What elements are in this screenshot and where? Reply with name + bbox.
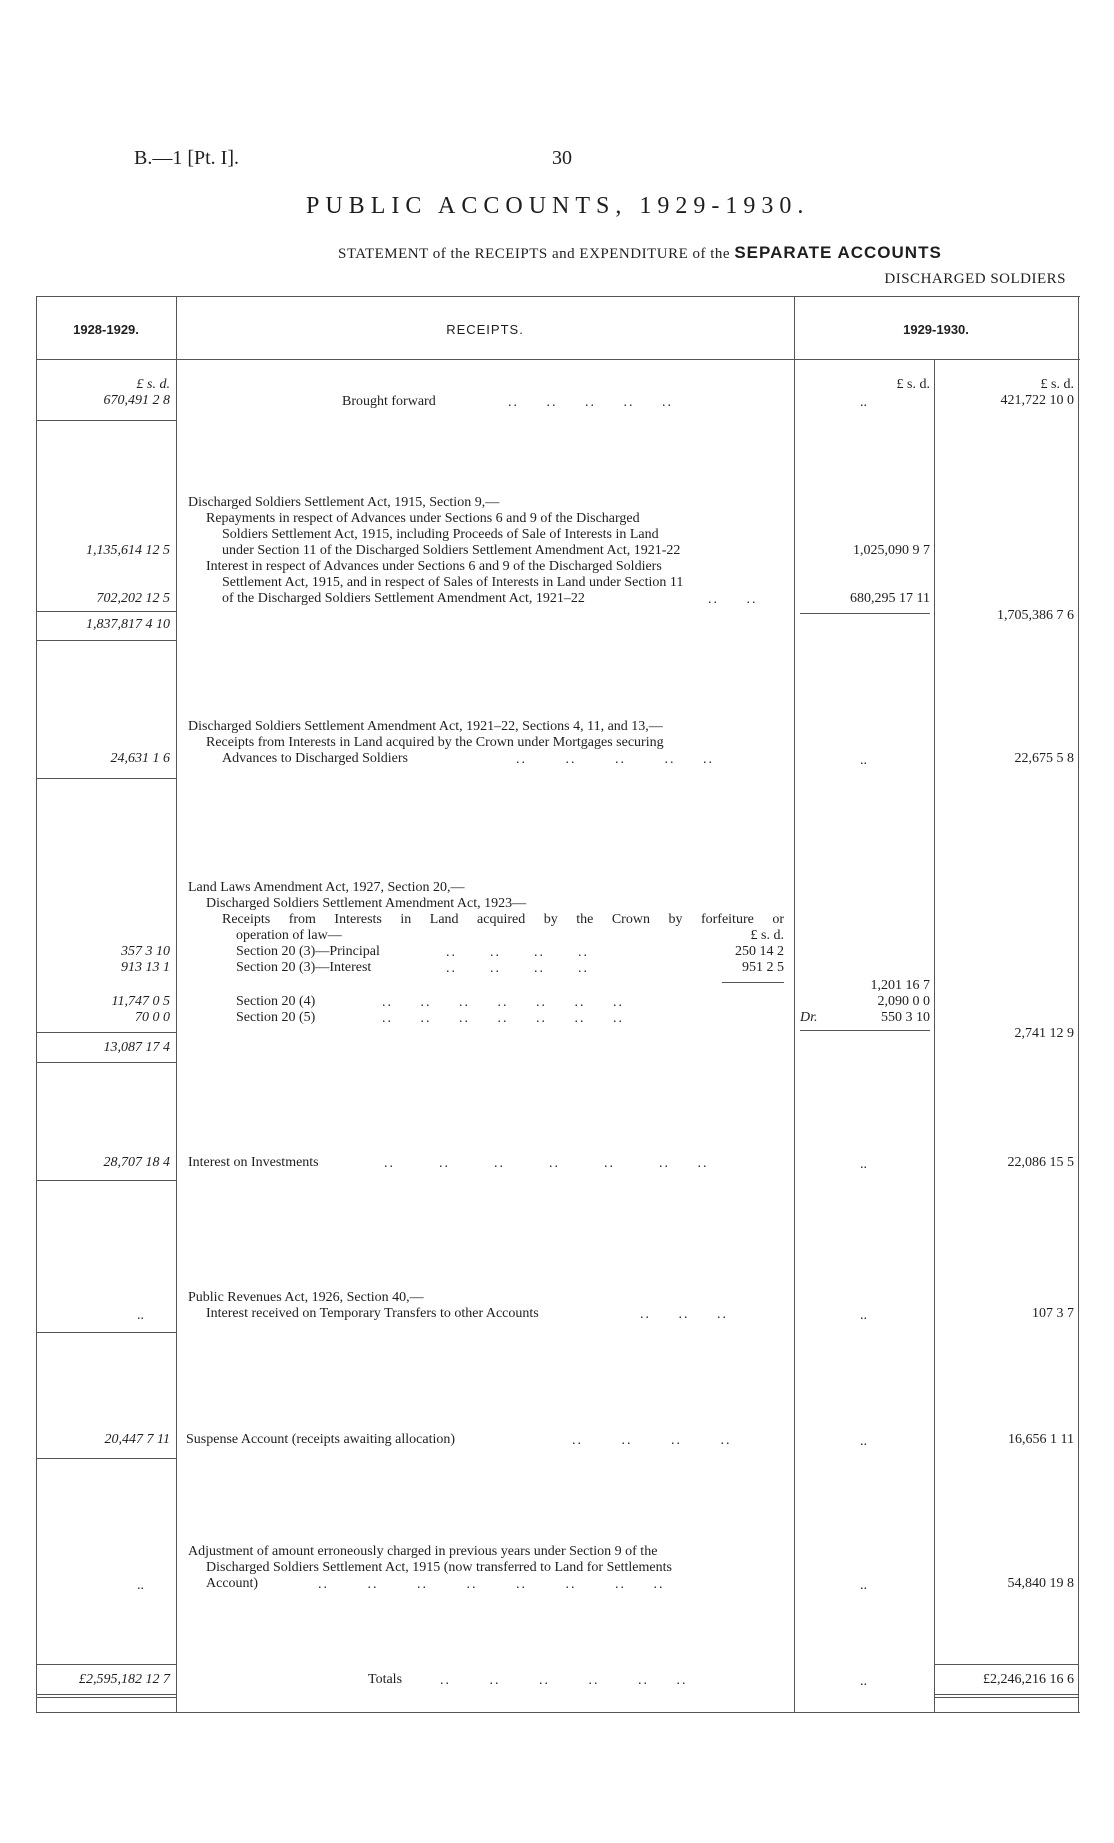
prev-year-col-rule xyxy=(176,296,177,1712)
inv-mid: .. xyxy=(860,1157,867,1172)
dsa-l1: Discharged Soldiers Settlement Act, 1915, Section 9,— xyxy=(188,495,500,510)
lla-s3-label: Section 20 (4) xyxy=(236,994,316,1009)
dsa-prev-a: 1,135,614 12 5 xyxy=(86,543,170,558)
totals-mid: .. xyxy=(860,1674,867,1689)
left-border xyxy=(36,296,37,1712)
pra-prev: .. xyxy=(137,1308,144,1323)
statement-heading xyxy=(338,243,942,263)
section-rule xyxy=(36,640,176,641)
lla-s2-val: 951 2 5 xyxy=(742,960,784,975)
dssa-total: 22,675 5 8 xyxy=(1014,751,1074,766)
dsa-leader: .. .. xyxy=(708,592,758,607)
col-prev-year: 1928-1929. xyxy=(73,322,139,337)
adj-total: 54,840 19 8 xyxy=(1007,1576,1074,1591)
lla-s4-leader: .. .. .. .. .. .. .. xyxy=(382,1011,624,1026)
dssa-l3: Advances to Discharged Soldiers xyxy=(222,751,408,766)
susp-label: Suspense Account (receipts awaiting allocation) xyxy=(186,1432,456,1447)
dsa-l7: of the Discharged Soldiers Settlement Amendment Act, 1921–22 xyxy=(222,591,585,606)
section-rule xyxy=(36,1062,176,1063)
totals-top-rule xyxy=(36,1664,176,1665)
lla-prev-a: 357 3 10 xyxy=(121,944,170,959)
lla-total: 2,741 12 9 xyxy=(1014,1026,1074,1041)
adj-mid: .. xyxy=(860,1578,867,1593)
totals-leader: .. .. .. .. .. .. xyxy=(440,1673,688,1688)
lla-mid-c: 550 3 10 xyxy=(881,1010,930,1025)
section-rule xyxy=(36,420,176,421)
section-rule xyxy=(36,1332,176,1333)
section-rule xyxy=(36,1458,176,1459)
col-receipts: RECEIPTS. xyxy=(446,322,524,337)
mid-col-rule xyxy=(934,359,935,1712)
totals-top-rule xyxy=(934,1664,1078,1665)
inv-total: 22,086 15 5 xyxy=(1007,1155,1074,1170)
dssa-mid: .. xyxy=(860,753,867,768)
right-border xyxy=(1078,296,1079,1712)
lla-prev-total: 13,087 17 4 xyxy=(103,1040,170,1055)
lla-s1-leader: .. .. .. .. xyxy=(446,945,589,960)
dssa-prev: 24,631 1 6 xyxy=(110,751,170,766)
subtotal-rule xyxy=(800,613,930,614)
subtotal-rule xyxy=(36,1032,176,1033)
dsa-l3: Soldiers Settlement Act, 1915, including Proceeds of Sale of Interests in Land xyxy=(222,527,659,542)
lla-inner-units: £ s. d. xyxy=(750,928,784,943)
bf-prev: 670,491 2 8 xyxy=(103,393,170,408)
susp-leader: .. .. .. .. xyxy=(572,1433,732,1448)
dssa-l2: Receipts from Interests in Land acquired by the Crown under Mortgages securing xyxy=(206,735,664,750)
pra-total: 107 3 7 xyxy=(1032,1306,1074,1321)
lla-s2-leader: .. .. .. .. xyxy=(446,961,589,976)
dsa-l4: under Section 11 of the Discharged Soldiers Settlement Amendment Act, 1921-22 xyxy=(222,543,681,558)
lla-s3-leader: .. .. .. .. .. .. .. xyxy=(382,995,624,1010)
units-right: £ s. d. xyxy=(1040,377,1074,392)
pra-l1: Public Revenues Act, 1926, Section 40,— xyxy=(188,1290,424,1305)
page-title: PUBLIC ACCOUNTS, 1929-1930. xyxy=(306,193,810,219)
adj-leader: .. .. .. .. .. .. .. .. xyxy=(318,1577,665,1592)
totals-double-rule xyxy=(934,1697,1078,1698)
inv-label: Interest on Investments xyxy=(188,1155,319,1170)
section-rule xyxy=(36,1180,176,1181)
adj-l2: Discharged Soldiers Settlement Act, 1915 (now transferred to Land for Settlements xyxy=(206,1560,672,1575)
adj-l3: Account) xyxy=(206,1576,259,1591)
lla-prev-c: 11,747 0 5 xyxy=(111,994,170,1009)
totals-double-rule xyxy=(36,1694,176,1695)
statement-bold: SEPARATE ACCOUNTS xyxy=(734,243,942,262)
dsa-total: 1,705,386 7 6 xyxy=(997,608,1074,623)
lla-mid-a: 1,201 16 7 xyxy=(870,978,930,993)
bf-mid: .. xyxy=(860,395,867,410)
lla-mid-b: 2,090 0 0 xyxy=(877,994,930,1009)
pra-l2: Interest received on Temporary Transfers to other Accounts xyxy=(206,1306,539,1321)
inner-subtotal-rule xyxy=(722,982,784,983)
inv-leader: .. .. .. .. .. .. .. xyxy=(384,1156,709,1171)
totals-prev: £2,595,182 12 7 xyxy=(79,1672,170,1687)
lla-s1-val: 250 14 2 xyxy=(735,944,784,959)
susp-prev: 20,447 7 11 xyxy=(104,1432,170,1447)
susp-mid: .. xyxy=(860,1434,867,1449)
receipts-col-rule xyxy=(794,296,795,1712)
lla-prev-d: 70 0 0 xyxy=(135,1010,170,1025)
page-number: 30 xyxy=(552,147,572,169)
bf-label: Brought forward xyxy=(342,394,436,409)
table-top-rule xyxy=(36,296,1080,297)
dsa-mid-a: 1,025,090 9 7 xyxy=(853,543,930,558)
lla-l4: operation of law— xyxy=(236,928,342,943)
lla-s1-label: Section 20 (3)—Principal xyxy=(236,944,380,959)
bf-total: 421,722 10 0 xyxy=(1000,393,1074,408)
lla-s4-label: Section 20 (5) xyxy=(236,1010,316,1025)
account-name: DISCHARGED SOLDIERS xyxy=(884,271,1066,287)
totals-label: Totals xyxy=(368,1672,403,1687)
dssa-l1: Discharged Soldiers Settlement Amendment Act, 1921–22, Sections 4, 11, and 13,— xyxy=(188,719,663,734)
lla-l3: Receipts from Interests in Land acquired by the Crown by forfeiture or xyxy=(222,912,784,927)
lla-l2: Discharged Soldiers Settlement Amendment Act, 1923— xyxy=(206,896,527,911)
section-rule xyxy=(36,778,176,779)
col-curr-year: 1929-1930. xyxy=(903,322,969,337)
susp-total: 16,656 1 11 xyxy=(1008,1432,1074,1447)
adj-prev: .. xyxy=(137,1578,144,1593)
pra-leader: .. .. .. xyxy=(640,1307,728,1322)
dssa-leader: .. .. .. .. .. xyxy=(516,752,714,767)
dsa-l6: Settlement Act, 1915, and in respect of Sales of Interests in Land under Section 11 xyxy=(222,575,684,590)
statement-prefix: STATEMENT of the RECEIPTS and EXPENDITURE of the xyxy=(338,246,731,262)
units-prev: £ s. d. xyxy=(136,377,170,392)
units-mid: £ s. d. xyxy=(896,377,930,392)
dsa-prev-b: 702,202 12 5 xyxy=(96,591,170,606)
dsa-l5: Interest in respect of Advances under Sections 6 and 9 of the Discharged Soldiers xyxy=(206,559,662,574)
inv-prev: 28,707 18 4 xyxy=(103,1155,170,1170)
totals-double-rule xyxy=(934,1694,1078,1695)
lla-s2-label: Section 20 (3)—Interest xyxy=(236,960,372,975)
adj-l1: Adjustment of amount erroneously charged in previous years under Section 9 of the xyxy=(188,1544,658,1559)
dsa-l2: Repayments in respect of Advances under Sections 6 and 9 of the Discharged xyxy=(206,511,640,526)
document-reference: B.—1 [Pt. I]. xyxy=(134,147,239,169)
bf-leader: .. .. .. .. .. xyxy=(508,395,673,410)
lla-l1: Land Laws Amendment Act, 1927, Section 20,— xyxy=(188,880,465,895)
lla-prev-b: 913 13 1 xyxy=(121,960,170,975)
subtotal-rule xyxy=(36,611,176,612)
dsa-mid-b: 680,295 17 11 xyxy=(850,591,930,606)
totals-curr: £2,246,216 16 6 xyxy=(983,1672,1074,1687)
pra-mid: .. xyxy=(860,1308,867,1323)
dsa-prev-total: 1,837,817 4 10 xyxy=(86,617,170,632)
lla-mid-c-prefix: Dr. xyxy=(800,1010,818,1025)
table-bottom-rule xyxy=(36,1712,1080,1713)
totals-double-rule xyxy=(36,1697,176,1698)
header-bottom-rule xyxy=(36,359,1080,360)
subtotal-rule xyxy=(800,1030,930,1031)
